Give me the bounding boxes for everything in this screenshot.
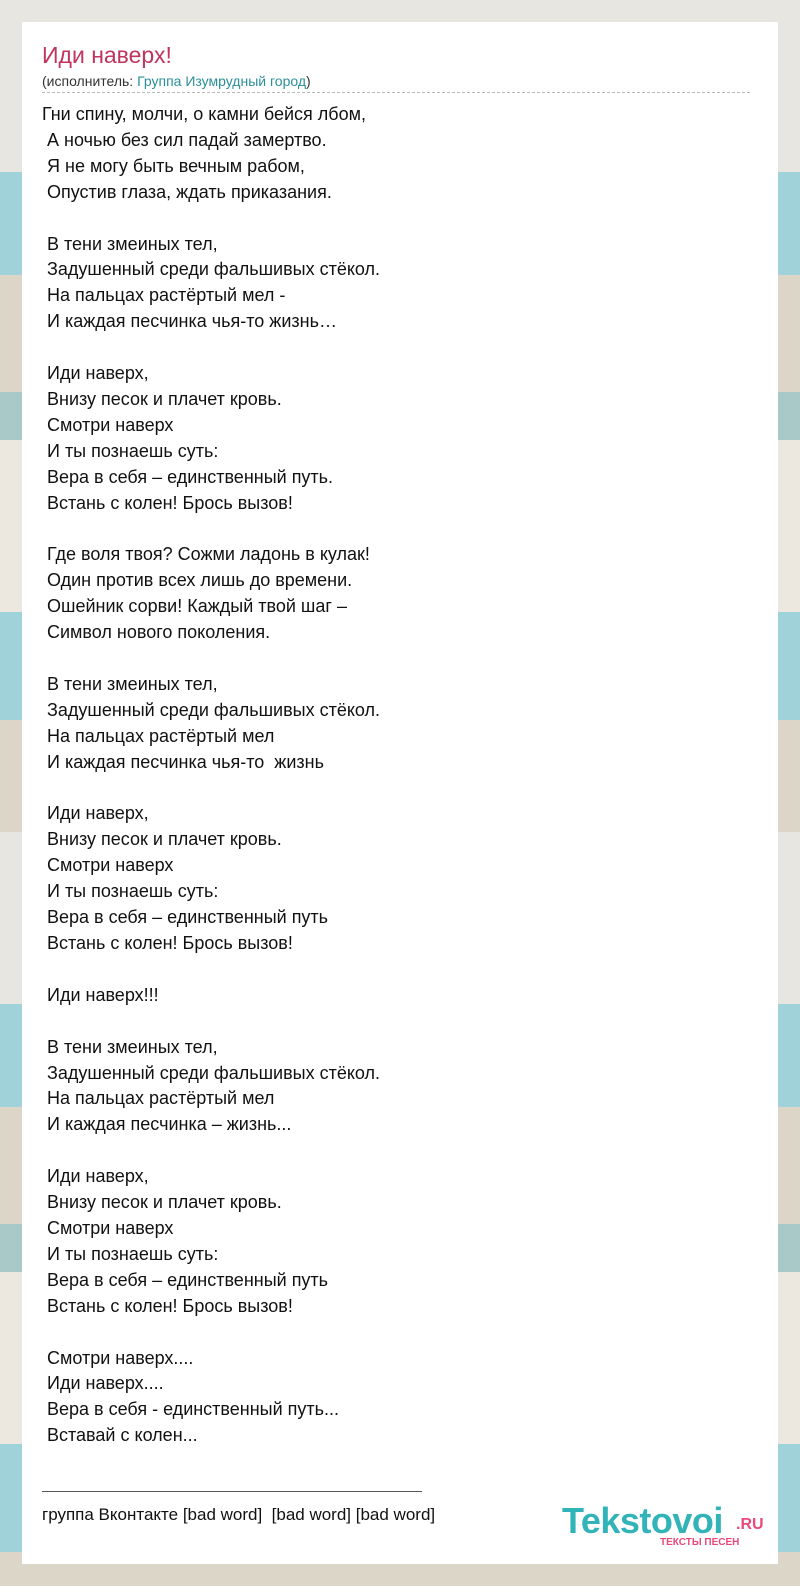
header-divider bbox=[42, 92, 750, 93]
logo-wordmark: Tekstovoi bbox=[562, 1500, 723, 1541]
lyrics-text: Гни спину, молчи, о камни бейся лбом, А ночью без сил падай замертво. Я не могу быть вечным рабом, Опустив глаза, ждать приказания. В тени змеиных тел, Задушенный среди фальшивых стёкол. На пальцах растёртый мел - И каждая песчинка чья-то жизнь… Иди наверх, Внизу песок и плачет кровь. Смотри наверх И ты познаешь суть: Вера в себя – единственный путь. Встань с колен! Брось вызов! Где воля твоя? Сожми ладонь в кулак! Один против всех лишь до времени. Ошейник сорви! Каждый твой шаг – Символ нового поколения. В тени змеиных тел, Задушенный среди фальшивых стёкол. На пальцах растёртый мел И каждая песчинка чья-то жизнь Иди наверх, Внизу песок и плачет кровь. Смотри наверх И ты познаешь суть: Вера в себя – единственный путь Встань с колен! Брось вызов! Иди наверх!!! В тени змеиных тел, Задушенный среди фальшивых стёкол. На пальцах растёртый мел И каждая песчинка – жизнь... Иди наверх, Внизу песок и плачет кровь. Смотри наверх И ты познаешь суть: Вера в себя – единственный путь Встань с колен! Брось вызов! Смотри наверх.... Иди наверх.... Вера в себя - единственный путь... Вставай с колен... bbox=[42, 104, 381, 1446]
logo-tld: .RU bbox=[736, 1516, 764, 1533]
footer-divider bbox=[42, 1491, 422, 1492]
site-logo[interactable] bbox=[562, 1500, 772, 1550]
performer-link[interactable]: Группа Изумрудный город bbox=[137, 73, 307, 89]
performer-suffix: ) bbox=[306, 73, 311, 89]
performer-prefix: (исполнитель: bbox=[42, 73, 138, 89]
footer-text: группа Вконтакте [bad word] [bad word] [bad word] bbox=[42, 1505, 436, 1524]
song-title: Иди наверх! bbox=[42, 42, 172, 68]
logo-tagline: ТЕКСТЫ ПЕСЕН bbox=[660, 1537, 740, 1548]
lyrics-card bbox=[22, 22, 778, 1564]
performer-line bbox=[42, 73, 311, 89]
